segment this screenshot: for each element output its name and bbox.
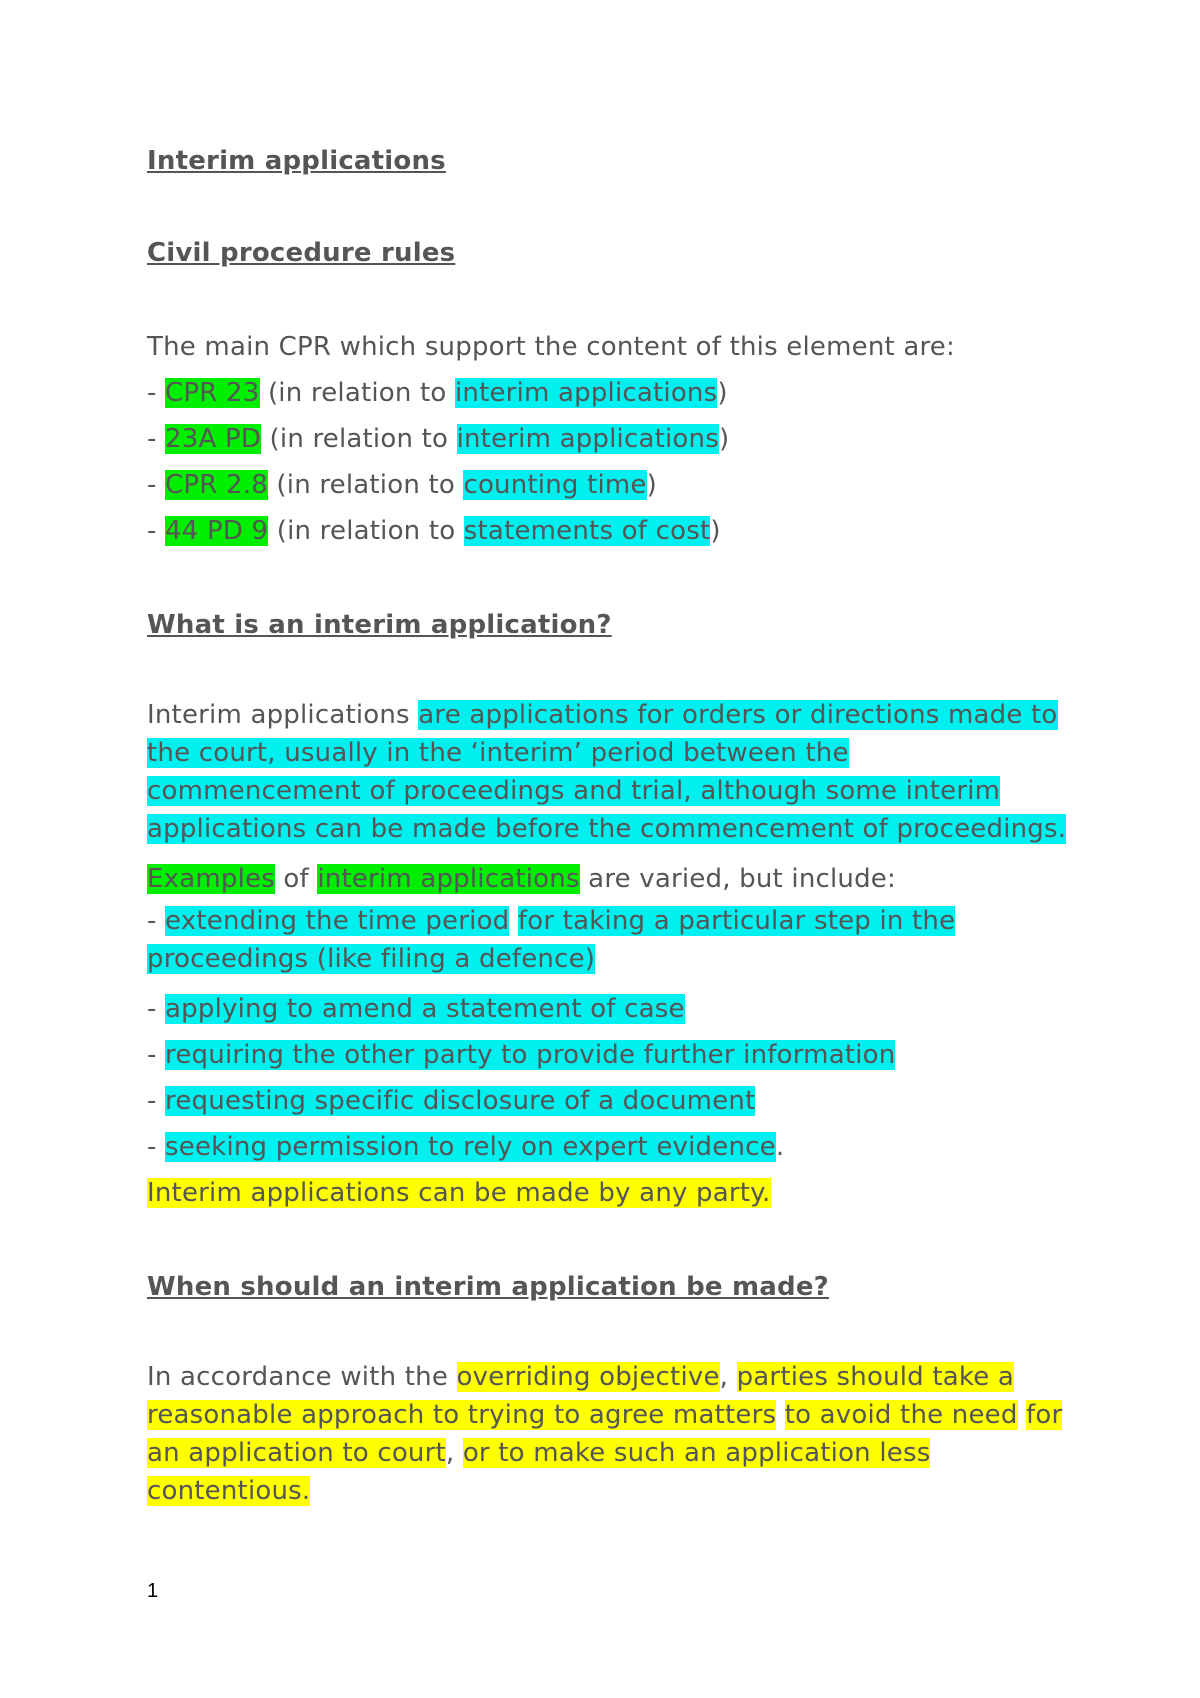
cpr-rule: CPR 23 — [165, 378, 260, 408]
cpr-topic: counting time — [463, 470, 647, 500]
example-item: - seeking permission to rely on expert evidence. — [147, 1132, 785, 1162]
cpr-item: - CPR 23 (in relation to interim applications) — [147, 378, 728, 408]
examples-intro: Examples of interim applications are varied, but include: — [147, 864, 896, 894]
document-title: Interim applications — [147, 146, 446, 176]
cpr-topic: statements of cost — [463, 516, 711, 546]
example-item: - requesting specific disclosure of a document — [147, 1086, 756, 1116]
what-heading: What is an interim application? — [147, 610, 612, 640]
cpr-rule: 44 PD 9 — [165, 516, 269, 546]
cpr-item: - 44 PD 9 (in relation to statements of cost) — [147, 516, 721, 546]
cpr-item: - 23A PD (in relation to interim applications) — [147, 424, 730, 454]
cpr-rule: CPR 2.8 — [165, 470, 268, 500]
cpr-heading: Civil procedure rules — [147, 238, 456, 268]
cpr-rule: 23A PD — [165, 424, 262, 454]
examples-word: Examples — [147, 864, 275, 894]
definition-paragraph: Interim applications are applications for orders or directions made to the court, usually in the ‘interim’ period between the commencement of proceedings and trial, although some interim applications can be made before the commencement of proceedings. — [147, 700, 1067, 844]
example-item: - extending the time period for taking a particular step in the proceedings (like filing a defence) — [147, 906, 956, 974]
when-paragraph: In accordance with the overriding objective, parties should take a reasonable approach to trying to agree matters to avoid the need for an application to court, or to make such an application less contentious. — [147, 1362, 1063, 1506]
when-heading: When should an interim application be made? — [147, 1272, 829, 1302]
definition-body: are applications for orders or directions made to the court, usually in the ‘interim’ period between the commencement of proceedings and trial, although some interim applications can be made before the commencement of proceedings. — [147, 700, 1067, 844]
examples-term: interim applications — [317, 864, 580, 894]
example-item: - applying to amend a statement of case — [147, 994, 685, 1024]
cpr-topic: interim applications — [454, 378, 718, 408]
page-number: 1 — [147, 1580, 159, 1602]
example-item: - requiring the other party to provide further information — [147, 1040, 896, 1070]
cpr-item: - CPR 2.8 (in relation to counting time) — [147, 470, 657, 500]
cpr-topic: interim applications — [456, 424, 719, 454]
document-content — [147, 140, 1067, 1510]
any-party-note: Interim applications can be made by any party. — [147, 1178, 771, 1208]
cpr-intro: The main CPR which support the content of this element are: — [147, 332, 955, 362]
